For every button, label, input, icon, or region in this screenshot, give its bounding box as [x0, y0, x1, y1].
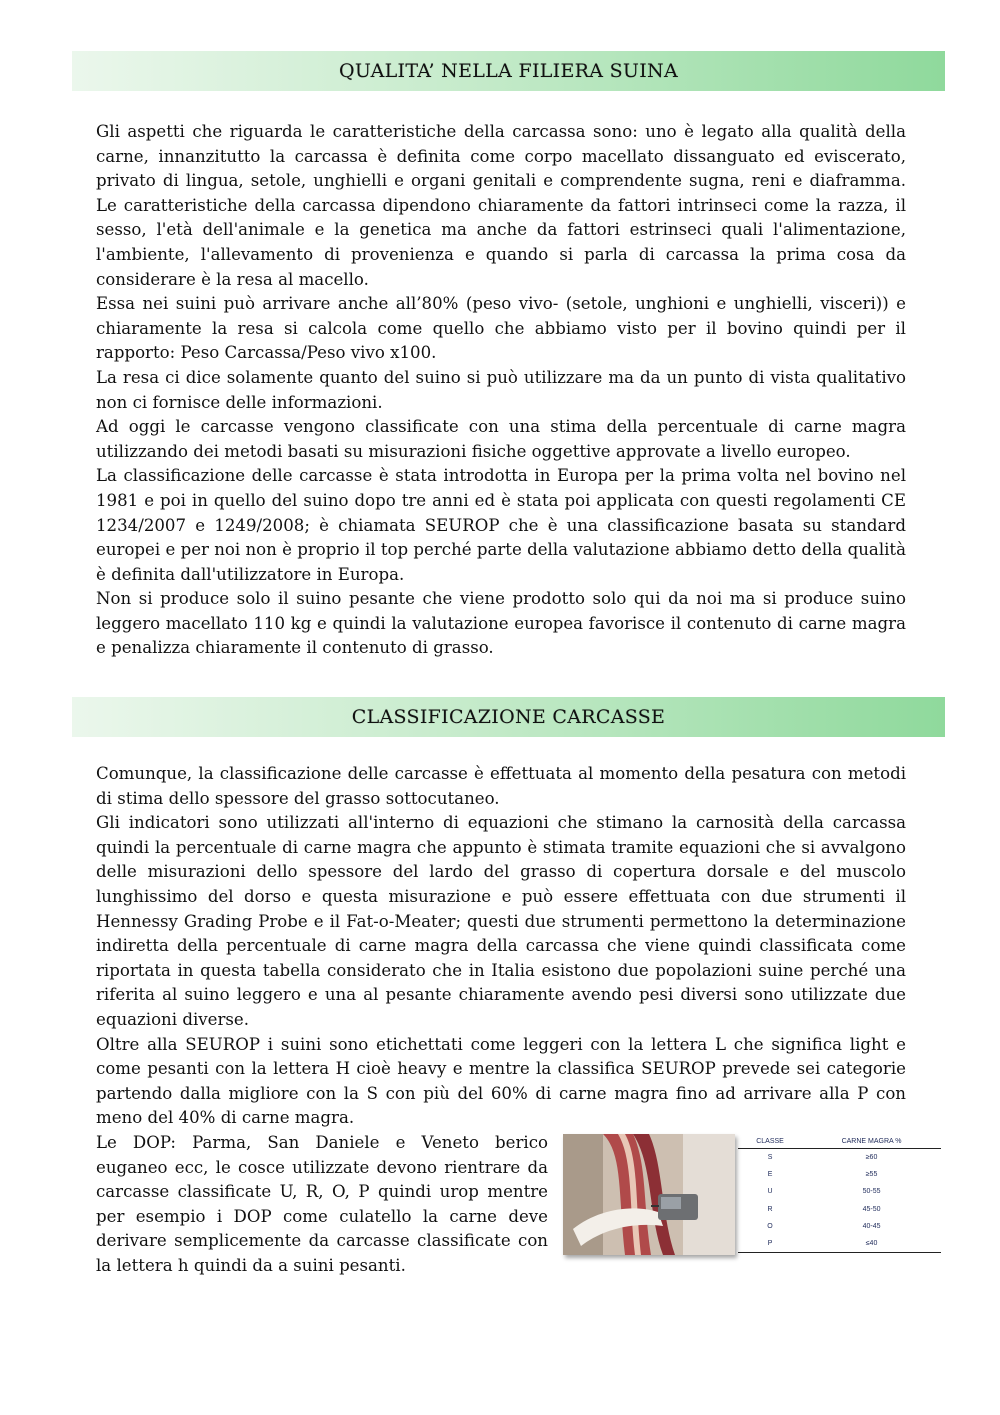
table-row [738, 1201, 941, 1218]
paragraph: Gli indicatori sono utilizzati all'interno di equazioni che stimano la carnosità della carcassa quindi la percentuale di carne magra che appunto è stimata tramite equazioni che si avvalgono delle misurazioni dello spessore del lardo del grasso di copertura dorsale e del muscolo lunghissimo del dorso e questa misurazione e può essere effettuata con due strumenti il Hennessy Grading Probe e il Fat-o-Meater; questi due strumenti permettono la determinazione indiretta della percentuale di carne magra della carcassa che viene quindi classificata come riportata in questa tabella considerato che in Italia esistono due popolazioni suine perché una riferita al suino leggero e una al pesante chiaramente avendo pesi diversi sono utilizzate due equazioni diverse. [96, 813, 906, 1029]
table-cell-class: E [767, 1171, 773, 1179]
table-row [738, 1235, 941, 1253]
section-title-qualita: QUALITA’ NELLA FILIERA SUINA [72, 51, 945, 91]
carcass-classification-table [738, 1134, 941, 1253]
paragraph: Essa nei suini può arrivare anche all’80% (peso vivo- (setole, unghioni e unghielli, visceri)) e chiaramente la resa si calcola come quello che abbiamo visto per il bovino quindi per il rapporto: Peso Carcassa/Peso vivo x100. [96, 294, 906, 363]
table-cell-class: O [767, 1222, 773, 1230]
dop-paragraph [96, 1131, 548, 1279]
table-row [738, 1149, 941, 1167]
table-row [738, 1166, 941, 1183]
paragraph: La resa ci dice solamente quanto del suino si può utilizzare ma da un punto di vista qualitativo non ci fornisce delle informazioni. [96, 367, 906, 412]
paragraph: Oltre alla SEUROP i suini sono etichettati come leggeri con la lettera L che significa light e come pesanti con la lettera H cioè heavy e mentre la classifica SEUROP prevede sei categorie partendo dalla migliore con la S con più del 60% di carne magra fino ad arrivare alla P con meno del 40% di carne magra. [96, 1034, 906, 1128]
table-cell-class: U [767, 1188, 773, 1196]
table-row [738, 1218, 941, 1235]
paragraph: Non si produce solo il suino pesante che viene prodotto solo qui da noi ma si produce suino leggero macellato 110 kg e quindi la valutazione europea favorisce il contenuto di carne magra e penalizza chiaramente il contenuto di grasso. [96, 589, 906, 658]
table-cell-class: S [767, 1154, 773, 1162]
table-cell-value: 40-45 [862, 1222, 881, 1230]
table-cell-value: ≥55 [865, 1171, 878, 1179]
table-header-carne-magra: CARNE MAGRA % [802, 1134, 941, 1149]
carcass-measurement-photo [563, 1134, 735, 1255]
table-cell-class: R [767, 1205, 773, 1213]
paragraph: La classificazione delle carcasse è stata introdotta in Europa per la prima volta nel bovino nel 1981 e poi in quello del suino dopo tre anni ed è stata poi applicata con questi regolamenti CE 1234/2007 e 1249/2008; è chiamata SEUROP che è una classificazione basata su standard europei e per noi non è proprio il top perché parte della valutazione abbiamo detto della qualità è definita dall'utilizzatore in Europa. [96, 466, 906, 584]
table-cell-value: ≥60 [865, 1154, 878, 1162]
table-cell-value: ≤40 [802, 1235, 941, 1253]
table-cell-value: 50-55 [862, 1188, 881, 1196]
table-row [738, 1183, 941, 1200]
paragraph: Comunque, la classificazione delle carcasse è effettuata al momento della pesatura con metodi di stima dello spessore del grasso sottocutaneo. [96, 764, 906, 808]
paragraph: Gli aspetti che riguarda le caratteristiche della carcassa sono: uno è legato alla qualità della carne, innanzitutto la carcassa è definita come corpo macellato dissanguato ed eviscerato, privato di lingua, setole, unghielli e organi genitali e comprendente sugna, reni e diaframma. Le caratteristiche della carcassa dipendono chiaramente da fattori intrinseci come la razza, il sesso, l'età dell'animale e la genetica ma anche da fattori estrinseci quali l'alimentazione, l'ambiente, l'allevamento di provenienza e quando si parla di carcassa la prima cosa da considerare è la resa al macello. [96, 122, 906, 289]
paragraph: Ad oggi le carcasse vengono classificate con una stima della percentuale di carne magra utilizzando dei metodi basati su misurazioni fisiche oggettive approvate a livello europeo. [96, 417, 906, 461]
table-cell-class: P [738, 1235, 802, 1253]
paragraph: Le DOP: Parma, San Daniele e Veneto berico euganeo ecc, le cosce utilizzate devono rientrare da carcasse classificate U, R, O, P quindi urop mentre per esempio i DOP come culatello la carne deve derivare semplicemente da carcasse classificate con la lettera h quindi da a suini pesanti. [96, 1133, 548, 1275]
table-cell-value: 45-50 [862, 1205, 881, 1213]
section-title-classificazione: CLASSIFICAZIONE CARCASSE [72, 697, 945, 737]
carcass-photo-image [563, 1134, 735, 1255]
table-header-row [738, 1134, 941, 1149]
table-header-classe: CLASSE [738, 1134, 802, 1149]
section-qualita-body [96, 120, 906, 661]
section-classificazione-body [96, 762, 906, 1131]
